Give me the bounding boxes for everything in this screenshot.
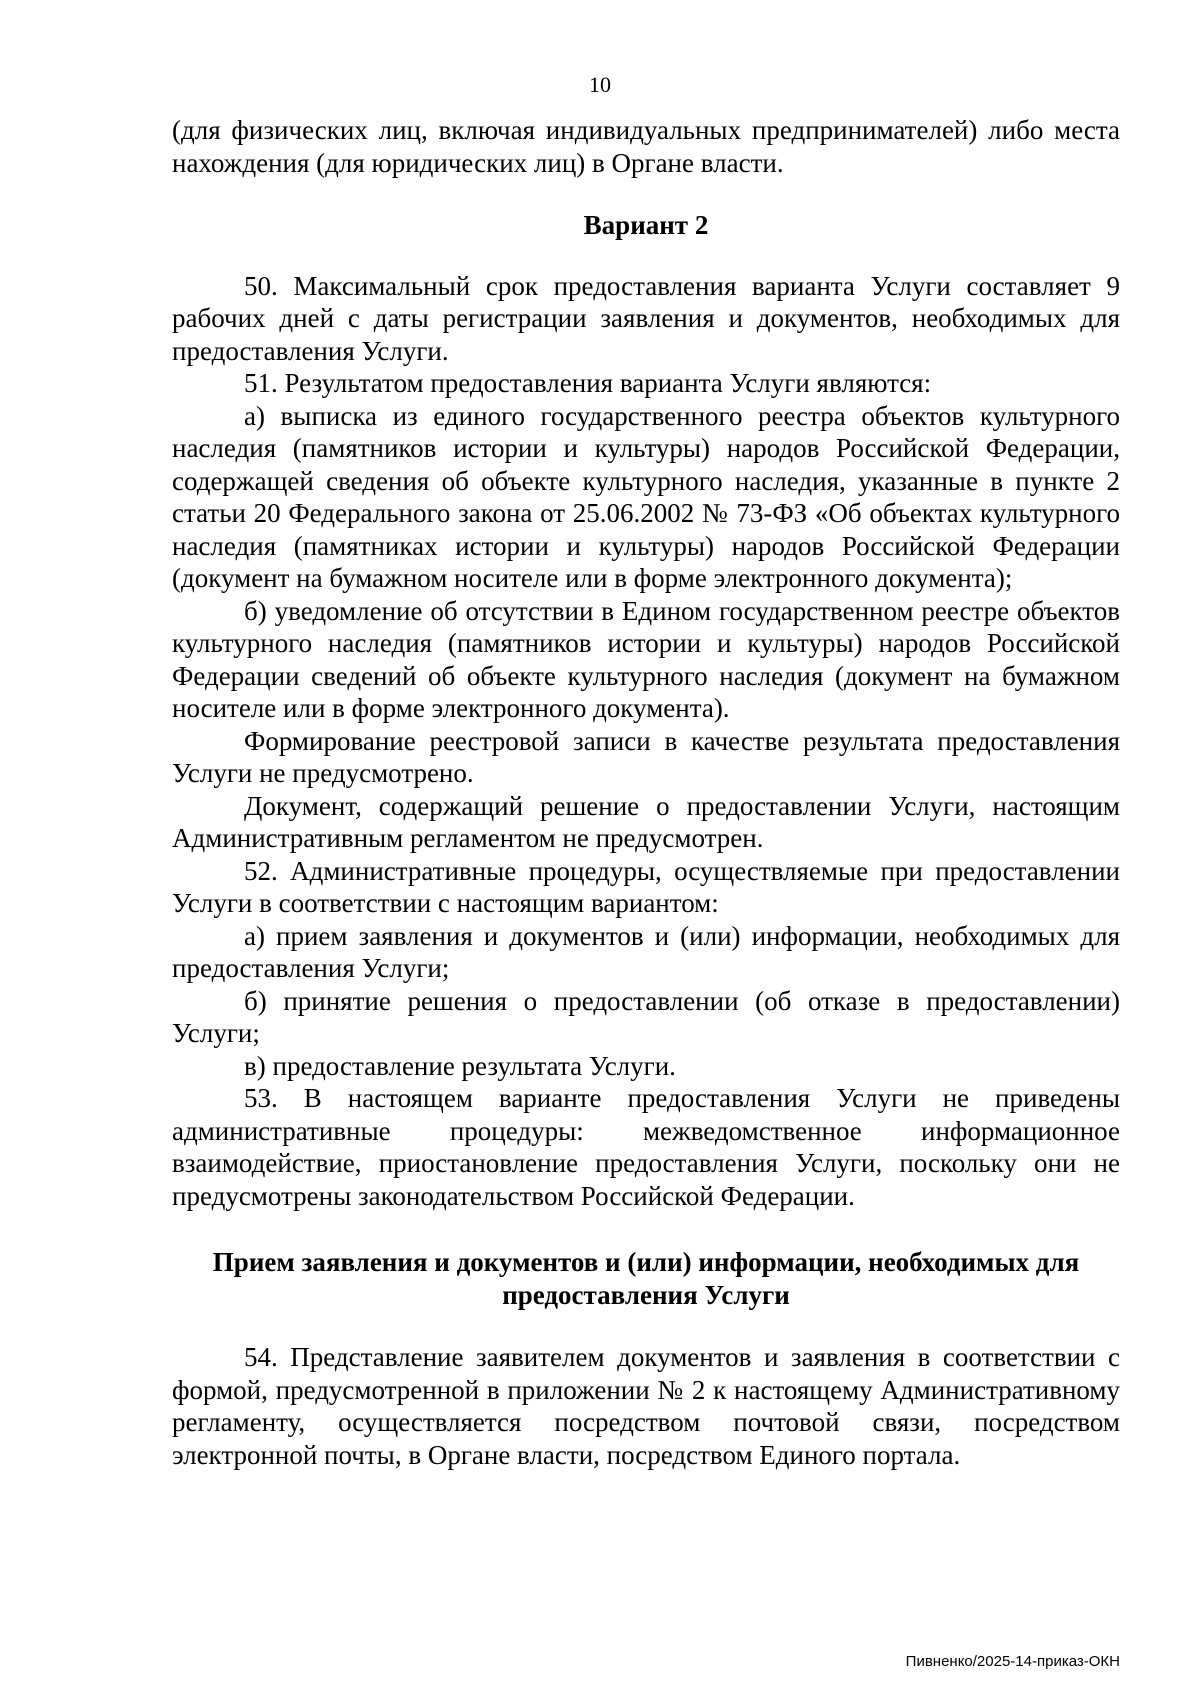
paragraph-50: 50. Максимальный срок предоставления варианта Услуги составляет 9 рабочих дней с даты регистрации заявления и документов, необходимых для предоставления Услуги. <box>172 270 1120 366</box>
page-number: 10 <box>589 72 611 97</box>
paragraph-52-a: а) прием заявления и документов и (или) информации, необходимых для предоставления Услуги; <box>172 920 1120 983</box>
paragraph-registry-record: Формирование реестровой записи в качестве результата предоставления Услуги не предусмотрено. <box>172 725 1120 788</box>
paragraph-53: 53. В настоящем варианте предоставления Услуги не приведены административные процедуры: межведомственное информационное взаимодействие, приостановление предоставления Услуги, поскольку они не предусмотрены законодательством Российской Федерации. <box>172 1083 1120 1211</box>
paragraph-52: 52. Административные процедуры, осуществляемые при предоставлении Услуги в соответствии с настоящим вариантом: <box>172 855 1120 918</box>
spacer <box>172 242 1120 270</box>
paragraph-51-b: б) уведомление об отсутствии в Едином государственном реестре объектов культурного наследия (памятников истории и культуры) народов Российской Федерации сведений об объекте культурного наследия (документ на бумажном носителе или в форме электронного документа). <box>172 595 1120 723</box>
reception-heading: Прием заявления и документов и (или) информации, необходимых для предоставления Услуги <box>212 1247 1080 1310</box>
variant-heading: Вариант 2 <box>583 210 709 240</box>
document-body <box>172 114 1120 1471</box>
spacer <box>172 1212 1120 1246</box>
spacer <box>172 1311 1120 1341</box>
spacer <box>172 179 1120 209</box>
paragraph-52-v: в) предоставление результата Услуги. <box>244 1050 676 1081</box>
paragraph-51: 51. Результатом предоставления варианта Услуги являются: <box>244 368 932 398</box>
paragraph-54: 54. Представление заявителем документов и заявления в соответствии с формой, предусмотренной в приложении № 2 к настоящему Административному регламенту, осуществляется посредством почтовой связи, посредством электронной почты, в Органе власти, посредством Единого портала. <box>172 1342 1120 1470</box>
paragraph-51-a: а) выписка из единого государственного реестра объектов культурного наследия (памятников истории и культуры) народов Российской Федерации, содержащей сведения об объекте культурного наследия, указанные в пункте 2 статьи 20 Федерального закона от 25.06.2002 № 73-ФЗ «Об объектах культурного наследия (памятниках истории и культуры) народов Российской Федерации (документ на бумажном носителе или в форме электронного документа); <box>172 400 1120 593</box>
continuation-paragraph: (для физических лиц, включая индивидуальных предпринимателей) либо места нахождения (для юридических лиц) в Органе власти. <box>172 115 1120 178</box>
paragraph-52-b: б) принятие решения о предоставлении (об отказе в предоставлении) Услуги; <box>172 985 1120 1048</box>
paragraph-decision-document: Документ, содержащий решение о предоставлении Услуги, настоящим Административным регламентом не предусмотрен. <box>172 790 1120 853</box>
document-code-footer: Пивненко/2025-14-приказ-ОКН <box>905 1653 1120 1670</box>
